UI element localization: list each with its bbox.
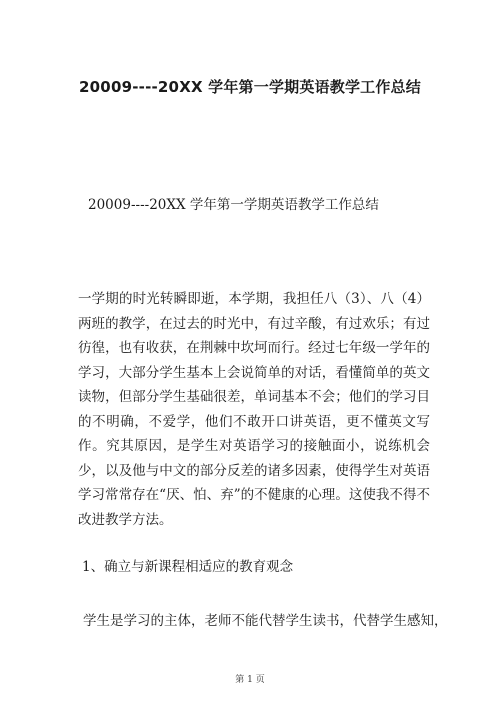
document-subtitle: 20009----20XX 学年第一学期英语教学工作总结: [88, 197, 379, 213]
section-heading-1: 1、确立与新课程相适应的教育观念: [82, 559, 294, 575]
body-paragraph-1: 一学期的时光转瞬即逝，本学期，我担任八（3）、八（4）两班的教学，在过去的时光中，有过辛酸，有过欢乐；有过彷徨，也有收获，在荆棘中坎坷而行。经过七年级一学年的学习，大部分学生基本上会说简单的对话，看懂简单的英文读物，但部分学生基础很差，单词基本不会；他们的学习目的不明确，不爱学，他们不敢开口讲英语，更不懂英文写作。究其原因，是学生对英语学习的接触面小，说练机会少，以及他与中文的部分反差的诸多因素，使得学生对英语学习常常存在“厌、怕、弃”的不健康的心理。这使我不得不改进教学方法。: [78, 291, 430, 528]
body-paragraph-2: 学生是学习的主体，老师不能代替学生读书，代替学生感知，: [83, 613, 448, 629]
document-title: 20009----20XX 学年第一学期英语教学工作总结: [79, 78, 421, 96]
page-number-footer: 第 1 页: [235, 675, 265, 685]
